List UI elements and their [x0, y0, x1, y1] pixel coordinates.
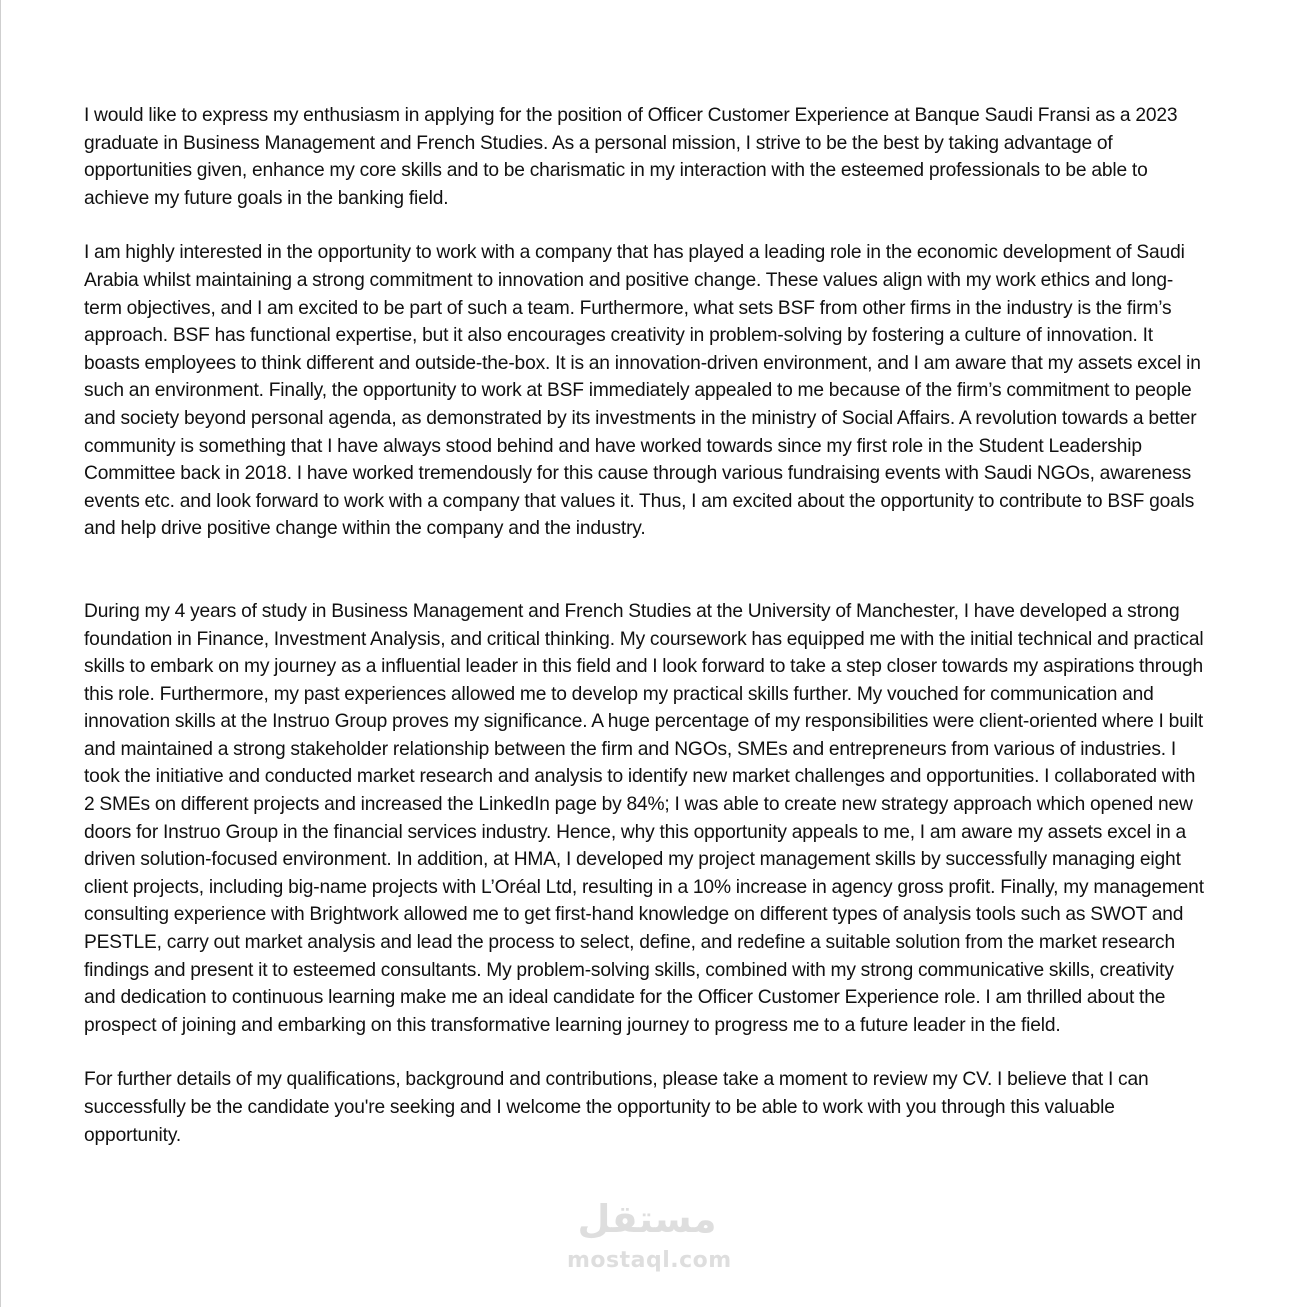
mostaql-watermark: [567, 1196, 732, 1282]
paragraph-company-interest: I am highly interested in the opportunity to work with a company that has played a leading role in the economic development of Saudi Arabia whilst maintaining a strong commitment to innovation and positive change. These values align with my work ethics and long-term objectives, and I am excited to be part of such a team. Furthermore, what sets BSF from other firms in the industry is the firm’s approach. BSF has functional expertise, but it also encourages creativity in problem-solving by fostering a culture of innovation. It boasts employees to think different and outside-the-box. It is an innovation-driven environment, and I am aware that my assets excel in such an environment. Finally, the opportunity to work at BSF immediately appealed to me because of the firm’s commitment to people and society beyond personal agenda, as demonstrated by its investments in the ministry of Social Affairs. A revolution towards a better community is something that I have always stood behind and have worked towards since my first role in the Student Leadership Committee back in 2018. I have worked tremendously for this cause through various fundraising events with Saudi NGOs, awareness events etc. and look forward to work with a company that values it. Thus, I am excited about the opportunity to contribute to BSF goals and help drive positive change within the company and the industry.: [84, 242, 1201, 540]
watermark-domain-text: mostaql.com: [567, 1248, 732, 1273]
watermark-arabic-text: مستقل: [577, 1197, 717, 1241]
paragraph-introduction: I would like to express my enthusiasm in applying for the position of Officer Customer Experience at Banque Saudi Fransi as a 2023 graduate in Business Management and French Studies. As a personal mission, I strive to be the best by taking advantage of opportunities given, enhance my core skills and to be charismatic in my interaction with the esteemed professionals to be able to achieve my future goals in the banking field.: [84, 105, 1178, 209]
paragraph-closing: For further details of my qualifications, background and contributions, please take a moment to review my CV. I believe that I can successfully be the candidate you're seeking and I welcome the opportunity to be able to work with you through this valuable opportunity.: [84, 1069, 1149, 1146]
paragraph-experience: During my 4 years of study in Business Management and French Studies at the University of Manchester, I have developed a strong foundation in Finance, Investment Analysis, and critical thinking. My coursework has equipped me with the initial technical and practical skills to embark on my journey as a influential leader in this field and I look forward to take a step closer towards my aspirations through this role. Furthermore, my past experiences allowed me to develop my practical skills further. My vouched for communication and innovation skills at the Instruo Group proves my significance. A huge percentage of my responsibilities were client-oriented where I built and maintained a strong stakeholder relationship between the firm and NGOs, SMEs and entrepreneurs from various of industries. I took the initiative and conducted market research and analysis to identify new market challenges and opportunities. I collaborated with 2 SMEs on different projects and increased the LinkedIn page by 84%; I was able to create new strategy approach which opened new doors for Instruo Group in the financial services industry. Hence, why this opportunity appeals to me, I am aware my assets excel in a driven solution-focused environment. In addition, at HMA, I developed my project management skills by successfully managing eight client projects, including big-name projects with L’Oréal Ltd, resulting in a 10% increase in agency gross profit. Finally, my management consulting experience with Brightwork allowed me to get first-hand knowledge on different types of analysis tools such as SWOT and PESTLE, carry out market analysis and lead the process to select, define, and redefine a suitable solution from the market research findings and present it to esteemed consultants. My problem-solving skills, combined with my strong communicative skills, creativity and dedication to continuous learning make me an ideal candidate for the Officer Customer Experience role. I am thrilled about the prospect of joining and embarking on this transformative learning journey to progress me to a future leader in the field.: [84, 600, 1204, 1036]
cover-letter-body: [84, 102, 1209, 1149]
